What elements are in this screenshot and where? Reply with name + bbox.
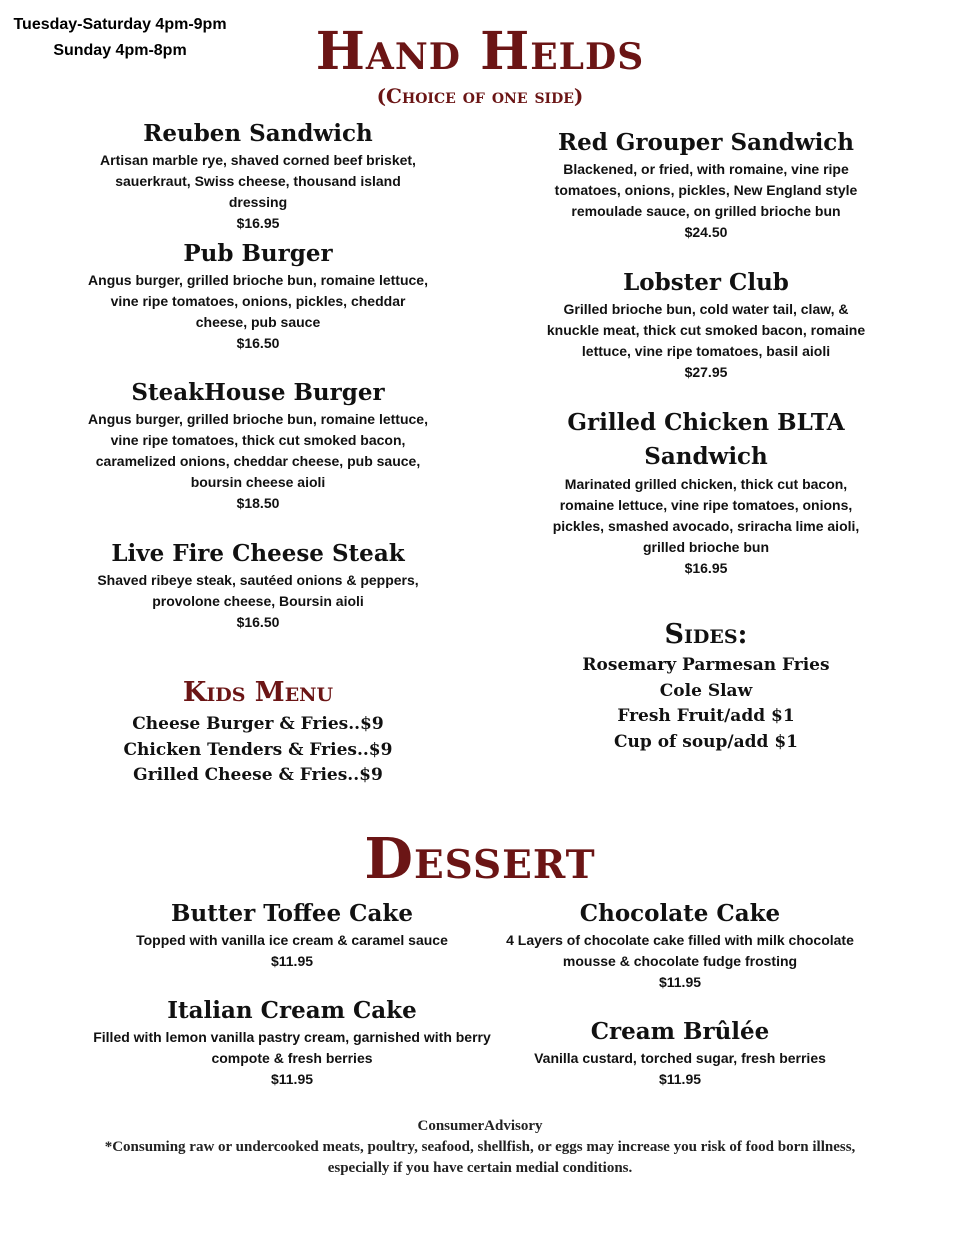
- list-item: Grilled Cheese & Fries..$9: [133, 765, 383, 785]
- dessert-item: [92, 898, 492, 972]
- list-item: Fresh Fruit/add $1: [617, 706, 795, 726]
- item-description: Artisan marble rye, shaved corned beef brisket, sauerkraut, Swiss cheese, thousand island dressing: [100, 152, 416, 210]
- item-name: Chocolate Cake: [579, 900, 781, 927]
- item-description: 4 Layers of chocolate cake filled with milk chocolate mousse & chocolate fudge frosting: [506, 932, 854, 969]
- item-price: $11.95: [270, 953, 314, 969]
- hand-helds-subtitle: (Choice of one side): [376, 84, 584, 108]
- kids-menu-list: [88, 712, 428, 789]
- item-price: $11.95: [658, 1071, 702, 1087]
- item-price: $16.50: [236, 614, 280, 630]
- item-description: Vanilla custard, torched sugar, fresh berries: [534, 1050, 826, 1066]
- item-price: $16.95: [236, 215, 280, 231]
- menu-item: [88, 377, 428, 514]
- dessert-item: [480, 1016, 880, 1090]
- item-description: Angus burger, grilled brioche bun, romaine lettuce, vine ripe tomatoes, thick cut smoked bacon, caramelized onions, cheddar cheese, pub sauce, boursin cheese aioli: [88, 411, 428, 490]
- menu-item: [540, 267, 872, 383]
- item-price: $27.95: [684, 364, 728, 380]
- item-name: Live Fire Cheese Steak: [111, 540, 405, 567]
- advisory-title: ConsumerAdvisory: [417, 1118, 543, 1134]
- dessert-title: Dessert: [364, 826, 596, 892]
- menu-item: [88, 538, 428, 633]
- item-price: $16.50: [236, 335, 280, 351]
- item-description: Angus burger, grilled brioche bun, romaine lettuce, vine ripe tomatoes, onions, pickles, cheddar cheese, pub sauce: [88, 272, 428, 330]
- item-name: Cream Brûlée: [590, 1018, 770, 1045]
- item-name: Reuben Sandwich: [143, 120, 373, 147]
- item-name: Italian Cream Cake: [167, 997, 417, 1024]
- menu-item: [540, 127, 872, 243]
- menu-item: [88, 238, 428, 354]
- item-price: $11.95: [658, 974, 702, 990]
- item-description: Topped with vanilla ice cream & caramel sauce: [136, 932, 448, 948]
- item-name: Red Grouper Sandwich: [557, 129, 855, 156]
- item-price: $11.95: [270, 1071, 314, 1087]
- item-description: Blackened, or fried, with romaine, vine ripe tomatoes, onions, pickles, New England style remoulade sauce, on grilled brioche bun: [554, 161, 858, 219]
- item-description: Filled with lemon vanilla pastry cream, garnished with berry compote & fresh berries: [93, 1029, 491, 1066]
- sides-title: Sides:: [664, 619, 748, 650]
- list-item: Cheese Burger & Fries..$9: [132, 714, 384, 734]
- item-name: Grilled Chicken BLTA Sandwich: [567, 409, 845, 470]
- hours-weekday: Tuesday-Saturday 4pm-9pm: [13, 16, 227, 33]
- item-description: Shaved ribeye steak, sautéed onions & peppers, provolone cheese, Boursin aioli: [97, 572, 419, 609]
- hand-helds-title: Hand Helds: [315, 21, 645, 82]
- menu-item: [88, 118, 428, 234]
- list-item: Cup of soup/add $1: [614, 731, 798, 752]
- item-price: $18.50: [236, 495, 280, 511]
- consumer-advisory: [80, 1116, 880, 1179]
- kids-menu-title: Kids Menu: [182, 677, 334, 708]
- item-name: SteakHouse Burger: [131, 379, 385, 406]
- sides-list: [540, 653, 872, 755]
- item-price: $24.50: [684, 224, 728, 240]
- list-item: Rosemary Parmesan Fries: [582, 655, 830, 675]
- item-description: Grilled brioche bun, cold water tail, claw, & knuckle meat, thick cut smoked bacon, romaine lettuce, vine ripe tomatoes, basil aioli: [546, 301, 866, 359]
- item-name: Butter Toffee Cake: [171, 900, 413, 927]
- item-name: Pub Burger: [183, 240, 333, 267]
- list-item: Cole Slaw: [659, 680, 753, 701]
- advisory-text: *Consuming raw or undercooked meats, poultry, seafood, shellfish, or eggs may increase you risk of food born illness, especially if you have certain medial conditions.: [104, 1139, 856, 1176]
- menu-item: [540, 406, 872, 579]
- item-price: $16.95: [684, 560, 728, 576]
- dessert-item: [480, 898, 880, 993]
- item-description: Marinated grilled chicken, thick cut bacon, romaine lettuce, vine ripe tomatoes, onions, pickles, smashed avocado, sriracha lime aioli, grilled brioche bun: [552, 476, 860, 555]
- hours-sunday: Sunday 4pm-8pm: [53, 42, 187, 59]
- list-item: Chicken Tenders & Fries..$9: [123, 739, 393, 760]
- dessert-item: [92, 995, 492, 1090]
- item-name: Lobster Club: [623, 269, 789, 296]
